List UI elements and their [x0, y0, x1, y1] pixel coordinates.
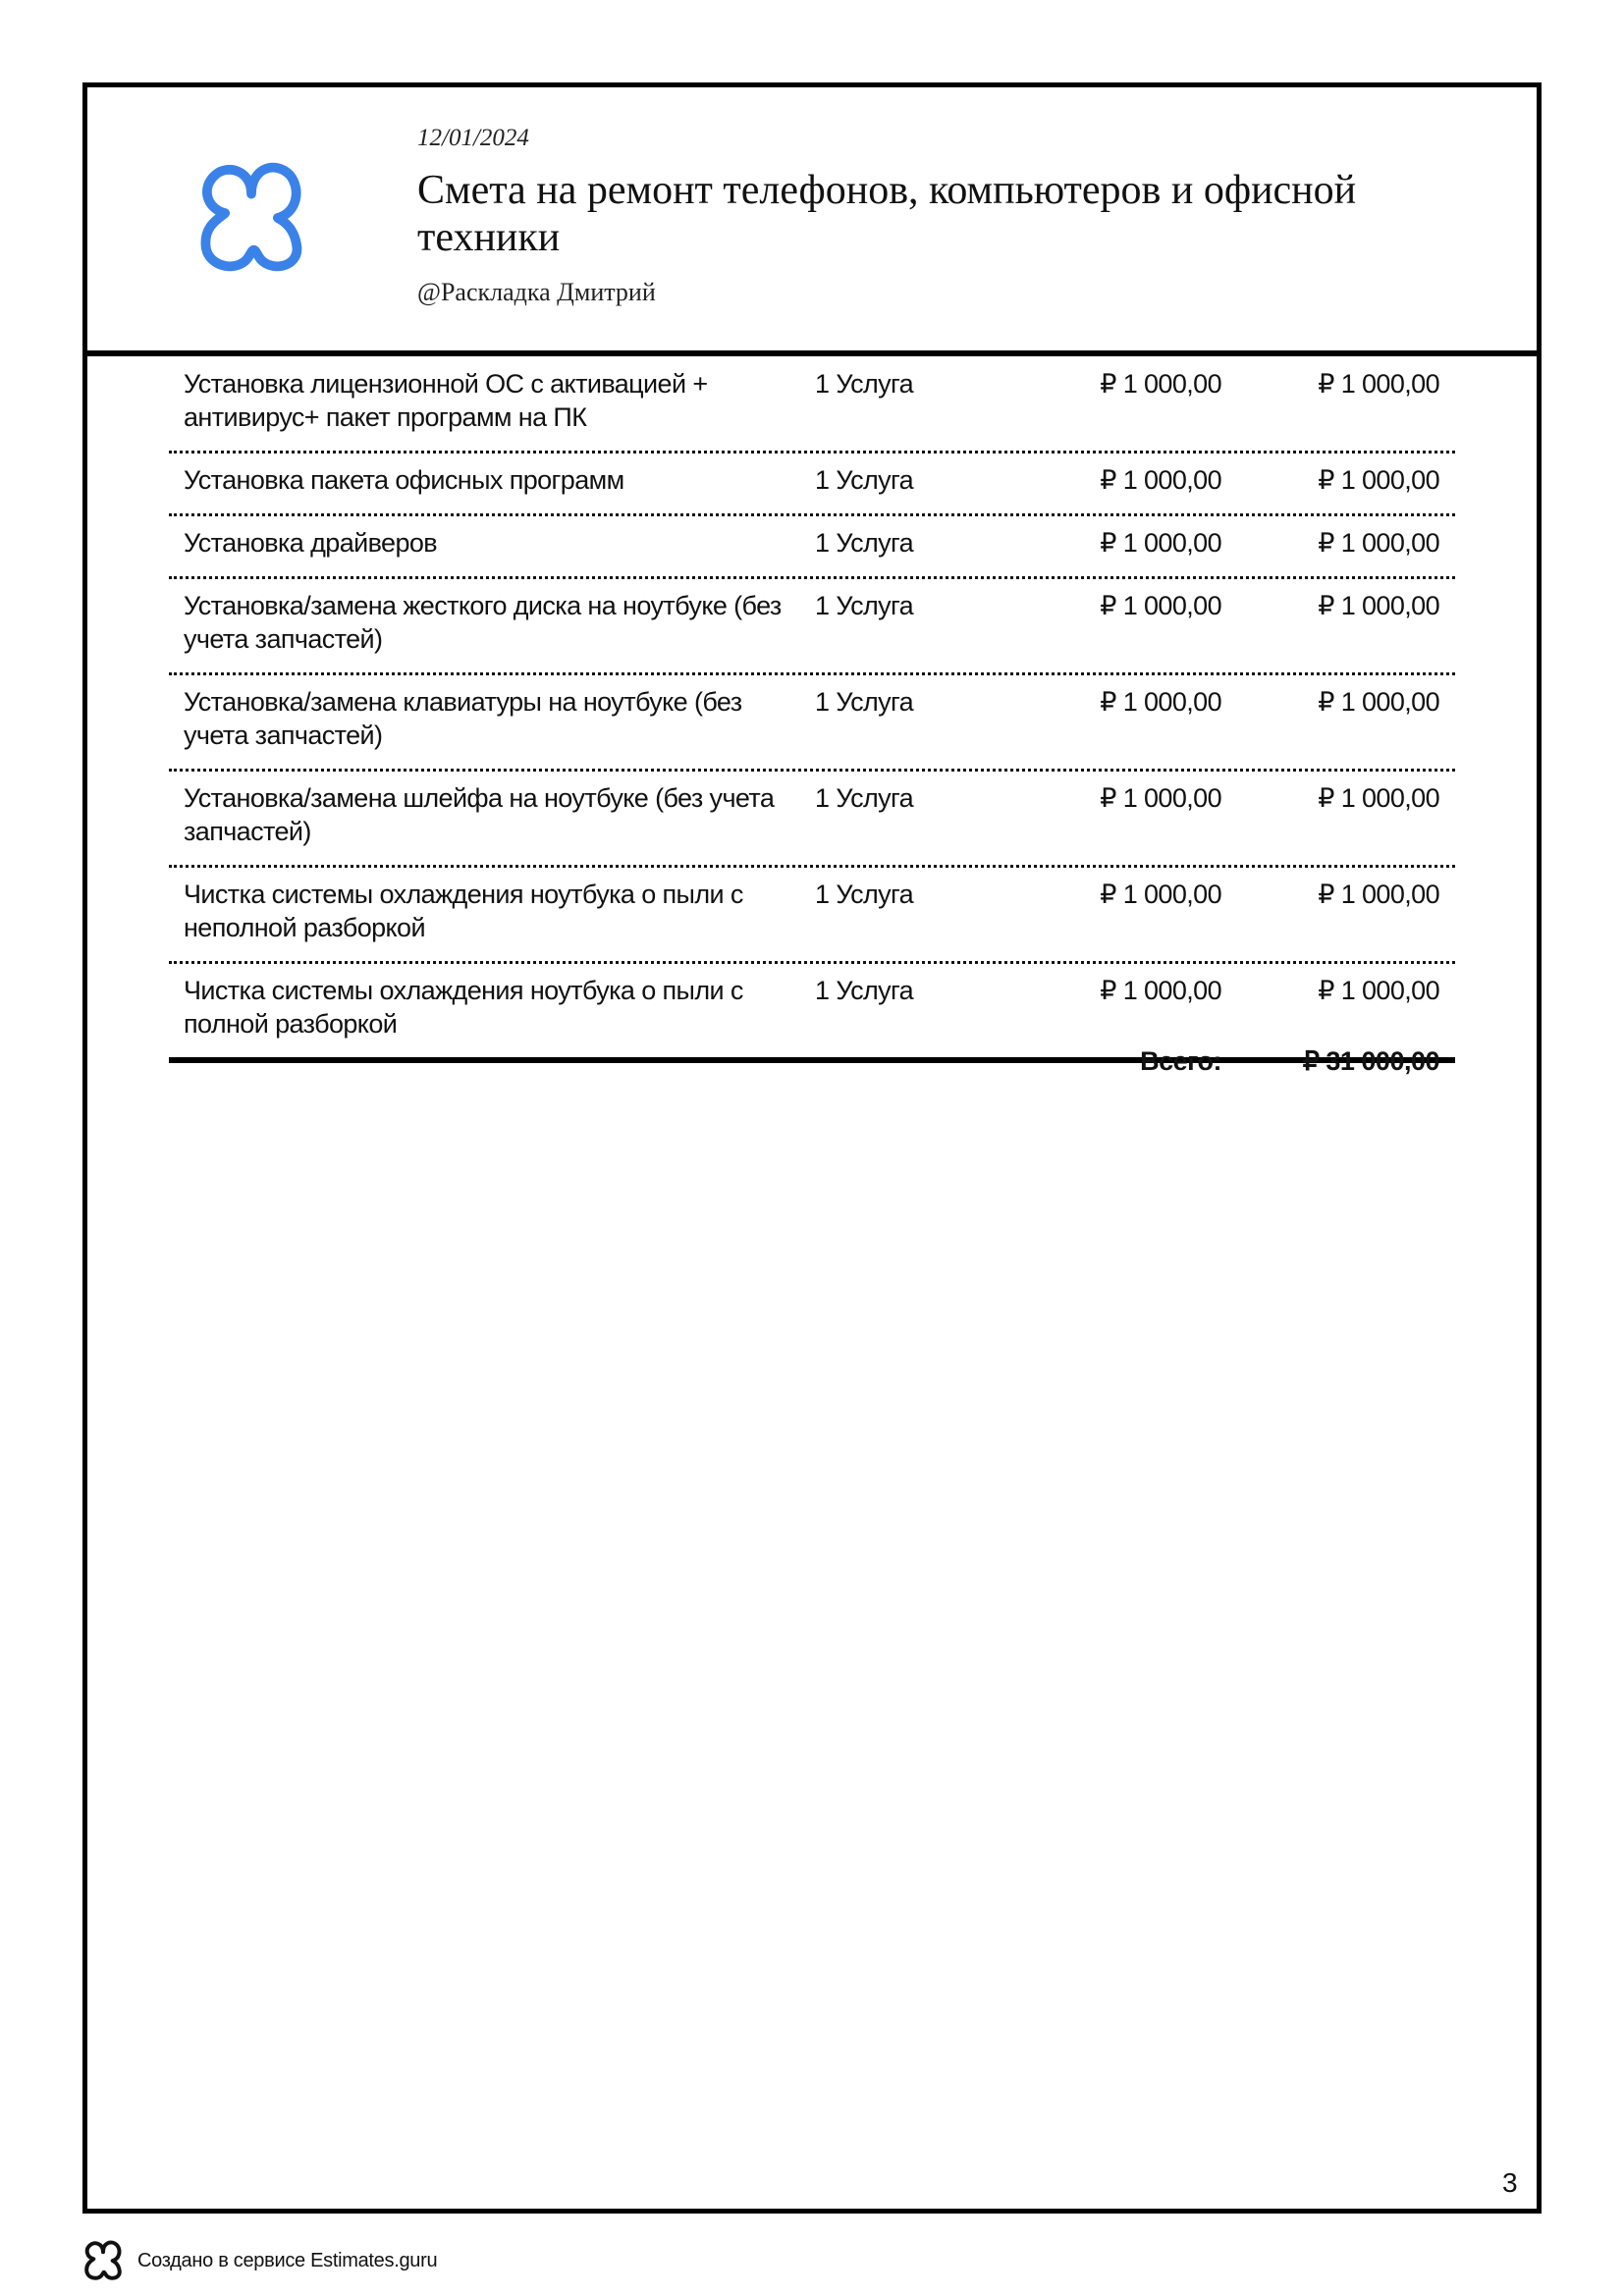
item-quantity: 1 Услуга — [815, 591, 914, 620]
item-description: Установка/замена клавиатуры на ноутбуке (без учета запчастей) — [184, 687, 742, 750]
item-total: ₽ 1 000,00 — [1318, 465, 1439, 495]
page-number: 3 — [1502, 2167, 1518, 2198]
item-description: Установка пакета офисных программ — [184, 465, 624, 495]
item-total: ₽ 1 000,00 — [1318, 880, 1439, 909]
table-row — [169, 357, 1455, 454]
item-description: Чистка системы охлаждения ноутбука о пыли с полной разборкой — [184, 976, 743, 1039]
estimate-date: 12/01/2024 — [417, 125, 529, 151]
summary-row — [169, 1046, 1455, 1086]
item-quantity: 1 Услуга — [815, 976, 914, 1005]
item-total: ₽ 1 000,00 — [1318, 783, 1439, 813]
table-row — [169, 516, 1455, 579]
item-total: ₽ 1 000,00 — [1318, 687, 1439, 717]
item-quantity: 1 Услуга — [815, 687, 914, 717]
table-row — [169, 868, 1455, 964]
item-total: ₽ 1 000,00 — [1318, 591, 1439, 620]
item-price: ₽ 1 000,00 — [1100, 687, 1221, 717]
item-description: Чистка системы охлаждения ноутбука о пыли с неполной разборкой — [184, 880, 743, 942]
estimate-table — [169, 357, 1455, 1063]
item-price: ₽ 1 000,00 — [1100, 783, 1221, 813]
item-quantity: 1 Услуга — [815, 528, 914, 558]
item-price: ₽ 1 000,00 — [1100, 976, 1221, 1005]
table-row — [169, 772, 1455, 868]
item-description: Установка/замена жесткого диска на ноутбуке (без учета запчастей) — [184, 591, 782, 654]
summary-total: ₽ 31 000,00 — [1302, 1046, 1439, 1076]
item-quantity: 1 Услуга — [815, 880, 914, 909]
item-quantity: 1 Услуга — [815, 369, 914, 399]
item-description: Установка/замена шлейфа на ноутбуке (без учета запчастей) — [184, 783, 775, 846]
item-price: ₽ 1 000,00 — [1100, 880, 1221, 909]
item-total: ₽ 1 000,00 — [1318, 528, 1439, 558]
table-row — [169, 579, 1455, 675]
item-price: ₽ 1 000,00 — [1100, 591, 1221, 620]
item-description: Установка драйверов — [184, 528, 438, 558]
summary-label: Всего: — [1140, 1046, 1221, 1076]
item-quantity: 1 Услуга — [815, 783, 914, 813]
estimates-logo-icon — [191, 157, 311, 279]
header-divider — [82, 350, 1542, 356]
footer — [81, 2237, 437, 2284]
item-quantity: 1 Услуга — [815, 465, 914, 495]
item-total: ₽ 1 000,00 — [1318, 369, 1439, 399]
item-description: Установка лицензионной ОС с активацией + антивирус+ пакет программ на ПК — [184, 369, 708, 432]
table-row — [169, 675, 1455, 772]
table-row — [169, 454, 1455, 516]
item-price: ₽ 1 000,00 — [1100, 369, 1221, 399]
item-price: ₽ 1 000,00 — [1100, 528, 1221, 558]
item-price: ₽ 1 000,00 — [1100, 465, 1221, 495]
item-total: ₽ 1 000,00 — [1318, 976, 1439, 1005]
author-name: @Раскладка Дмитрий — [417, 278, 656, 306]
page-title: Смета на ремонт телефонов, компьютеров и офисной техники — [417, 168, 1357, 260]
footer-credit-text: Создано в сервисе Estimates.guru — [137, 2249, 438, 2271]
estimates-footer-logo-icon — [81, 2237, 125, 2284]
